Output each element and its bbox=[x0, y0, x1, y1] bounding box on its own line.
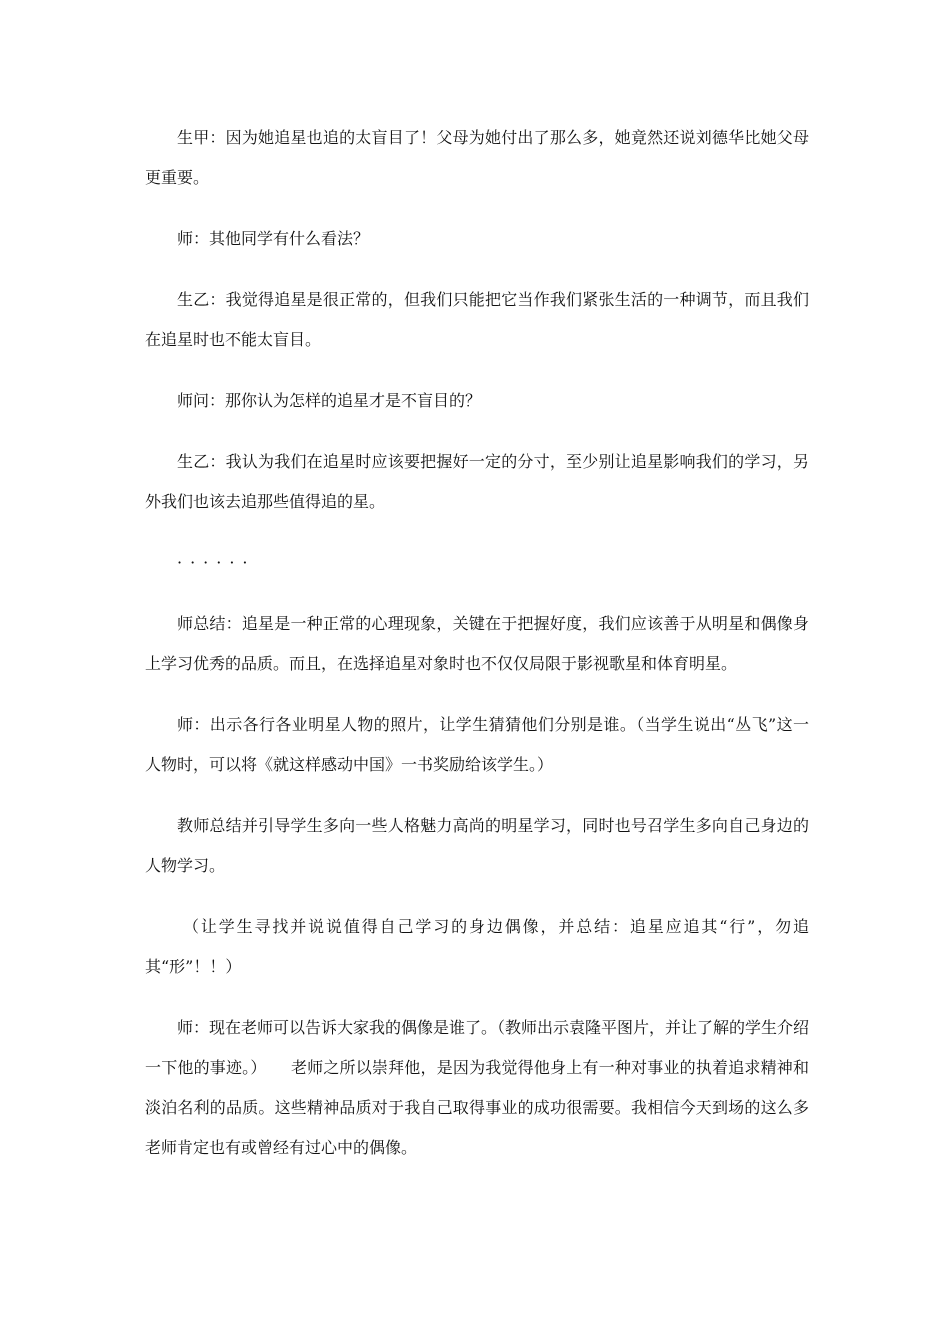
dialogue-paragraph-student-a: 生甲：因为她追星也追的太盲目了！父母为她付出了那么多，她竟然还说刘德华比她父母更重要。 bbox=[145, 128, 809, 187]
dialogue-paragraph-teacher-ask: 师问：那你认为怎样的追星才是不盲目的？ bbox=[177, 391, 482, 410]
dialogue-paragraph-teacher-question: 师：其他同学有什么看法？ bbox=[177, 229, 370, 248]
document-body bbox=[145, 118, 809, 1189]
teacher-guidance-paragraph: 教师总结并引导学生多向一些人格魅力高尚的明星学习，同时也号召学生多向自己身边的人物学习。 bbox=[145, 816, 809, 875]
dialogue-paragraph-student-b-answer: 生乙：我认为我们在追星时应该要把握好一定的分寸，至少别让追星影响我们的学习，另外我们也该去追那些值得追的星。 bbox=[145, 452, 809, 511]
dialogue-paragraph-student-b: 生乙：我觉得追星是很正常的，但我们只能把它当作我们紧张生活的一种调节，而且我们在追星时也不能太盲目。 bbox=[145, 290, 809, 349]
teacher-activity-paragraph: 师：出示各行各业明星人物的照片，让学生猜猜他们分别是谁。（当学生说出“丛飞”这一人物时，可以将《就这样感动中国》一书奖励给该学生。） bbox=[145, 715, 809, 774]
ellipsis-separator: ······ bbox=[177, 553, 256, 572]
teacher-idol-paragraph: 师：现在老师可以告诉大家我的偶像是谁了。（教师出示袁隆平图片，并让了解的学生介绍一下他的事迹。） 老师之所以崇拜他，是因为我觉得他身上有一种对事业的执着追求精神和淡泊名利的品质。这些精神品质对于我自己取得事业的成功很需要。我相信今天到场的这么多老师肯定也有或曾经有过心中的偶像。 bbox=[145, 1018, 810, 1157]
student-activity-note: （让学生寻找并说说值得自己学习的身边偶像，并总结：追星应追其“行”，勿追其“形”！！） bbox=[145, 917, 809, 976]
teacher-summary-paragraph: 师总结：追星是一种正常的心理现象，关键在于把握好度，我们应该善于从明星和偶像身上学习优秀的品质。而且，在选择追星对象时也不仅仅局限于影视歌星和体育明星。 bbox=[145, 614, 809, 673]
